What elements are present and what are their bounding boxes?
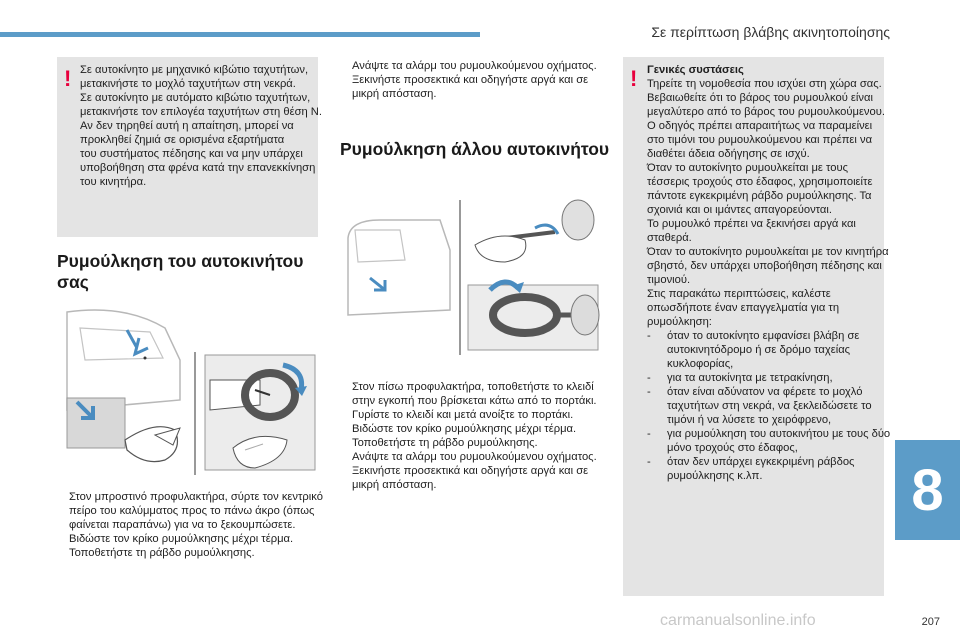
dash-item: - όταν το αυτοκίνητο εμφανίσει βλάβη σε xyxy=(647,330,860,342)
header-accent-bar xyxy=(0,32,480,37)
section-title-tow-other: Ρυμούλκηση άλλου αυτοκινήτου xyxy=(340,139,610,159)
general-recommendations-text: Γενικές συστάσεις Τηρείτε τη νομοθεσία που ισχύει στη χώρα σας. Βεβαιωθείτε ότι το βάρος του ρυμουλκού είναι μεγαλύτερο από το βάρος του ρυμουλκούμενου. Ο οδηγός πρέπει απαραιτήτως να παραμείνει στο τιμόνι του ρυμουλκούμενου και πρέπει να διαθέτει άδεια οδήγησης σε ισχύ. Όταν το αυτοκίνητο ρυμουλκείται με τους τέσσερις τροχούς στο έδαφος, χρησιμοποιείτε πάντοτε εγκεκριμένη ράβδο ρυμούλκησης. Τα σχοινιά και οι ιμάντες απαγορεύονται. Το ρυμουλκό πρέπει να ξεκινήσει αργά και σταθερά. Όταν το αυτοκίνητο ρυμουλκείται με τον κινητήρα σβηστό, δεν υπάρχει υποβοήθηση πέδησης και τιμονιού. Στις παρακάτω περιπτώσεις, καλέστε οπωσδήποτε έναν επαγγελματία για τη ρυμούλκηση: - όταν το αυτοκίνητο εμφανίσει βλάβη σε αυτοκινητόδρομο ή σε δρόμο ταχείας κυκλοφορίας, - για τα αυτοκίνητα με τετρακίνηση, - όταν είναι αδύνατον να φέρετε το μοχλό ταχυτήτων στη νεκρά, να ξεκλειδώσετε το τιμόνι ή να λύσετε το χειρόφρενο, - για ρυμούλκηση του αυτοκινήτου με τους δύο μόνο τροχούς στο έδαφος, - όταν δεν υπάρχει εγκεκριμένη ράβδος ρυμούλκησης κ.λπ. xyxy=(647,64,891,482)
rear-towing-illustration xyxy=(340,190,610,365)
watermark: carmanualsonline.info xyxy=(660,612,816,629)
warning-icon: ! xyxy=(630,66,638,91)
section-title-tow-own: Ρυμούλκηση του αυτοκινήτου σας xyxy=(57,251,304,292)
step: Ανάψτε τα αλάρμ του ρυμουλκούμενου οχήματος. xyxy=(352,60,597,72)
step: Τοποθετήστε τη ράβδο ρυμούλκησης. xyxy=(69,547,255,559)
step: Τοποθετήστε τη ράβδο ρυμούλκησης. xyxy=(352,437,538,449)
tow-own-steps: Στον μπροστινό προφυλακτήρα, σύρτε τον κεντρικό πείρο του καλύμματος προς το πάνω άκρο (όπως φαίνεται παραπάνω) για να το ξεκουμπώσετε. Βιδώστε τον κρίκο ρυμούλκησης μέχρι τέρμα. Τοποθετήστε τη ράβδο ρυμούλκησης. xyxy=(57,490,323,560)
tow-other-steps: Στον πίσω προφυλακτήρα, τοποθετήστε το κλειδί στην εγκοπή που βρίσκεται κάτω από το πορτάκι. Γυρίστε το κλειδί και μετά ανοίξτε το πορτάκι. Βιδώστε τον κρίκο ρυμούλκησης μέχρι τέρμα. Τοποθετήστε τη ράβδο ρυμούλκησης. Ανάψτε τα αλάρμ του ρυμουλκούμενου οχήματος. Ξεκινήστε προσεκτικά και οδηγήστε αργά και σε μικρή απόσταση. xyxy=(340,380,597,492)
step: Ξεκινήστε προσεκτικά και οδηγήστε αργά και σε xyxy=(352,74,589,86)
chapter-tab: 8 xyxy=(895,440,960,540)
middle-top-steps: Ανάψτε τα αλάρμ του ρυμουλκούμενου οχήματος. Ξεκινήστε προσεκτικά και οδηγήστε αργά και σε μικρή απόσταση. xyxy=(340,59,597,101)
step: Γυρίστε το κλειδί και μετά ανοίξτε το πορτάκι. xyxy=(352,409,574,421)
step: Ξεκινήστε προσεκτικά και οδηγήστε αργά και σε xyxy=(352,465,589,477)
left-warning-text: Σε αυτοκίνητο με μηχανικό κιβώτιο ταχυτήτων, μετακινήστε το μοχλό ταχυτήτων στη νεκρά. Σε αυτοκίνητο με αυτόματο κιβώτιο ταχυτήτων, μετακινήστε τον επιλογέα ταχυτήτων στη θέση N. Αν δεν τηρηθεί αυτή η απαίτηση, μπορεί να προκληθεί ζημιά σε ορισμένα εξαρτήματα του συστήματος πέδησης και να μην υπάρχει υποβοήθηση στα φρένα κατά την επανεκκίνηση του κινητήρα. xyxy=(80,64,322,188)
page-number: 207 xyxy=(921,616,940,628)
step: Στον πίσω προφυλακτήρα, τοποθετήστε το κλειδί xyxy=(352,381,594,393)
step: Βιδώστε τον κρίκο ρυμούλκησης μέχρι τέρμα. xyxy=(352,423,577,435)
dash-item: - όταν δεν υπάρχει εγκεκριμένη ράβδος xyxy=(647,456,855,468)
dash-item: - για ρυμούλκηση του αυτοκινήτου με τους δύο xyxy=(647,428,891,440)
warning-icon: ! xyxy=(64,66,72,91)
dash-item: - για τα αυτοκίνητα με τετρακίνηση, xyxy=(647,372,833,384)
step: Ανάψτε τα αλάρμ του ρυμουλκούμενου οχήματος. xyxy=(352,451,597,463)
step: Στον μπροστινό προφυλακτήρα, σύρτε τον κεντρικό xyxy=(69,491,323,503)
box-heading: Γενικές συστάσεις xyxy=(647,64,744,76)
front-towing-illustration xyxy=(55,300,325,485)
page-header-title: Σε περίπτωση βλάβης ακινητοποίησης xyxy=(651,24,890,40)
step: Βιδώστε τον κρίκο ρυμούλκησης μέχρι τέρμα. xyxy=(69,533,294,545)
dash-item: - όταν είναι αδύνατον να φέρετε το μοχλό xyxy=(647,386,863,398)
